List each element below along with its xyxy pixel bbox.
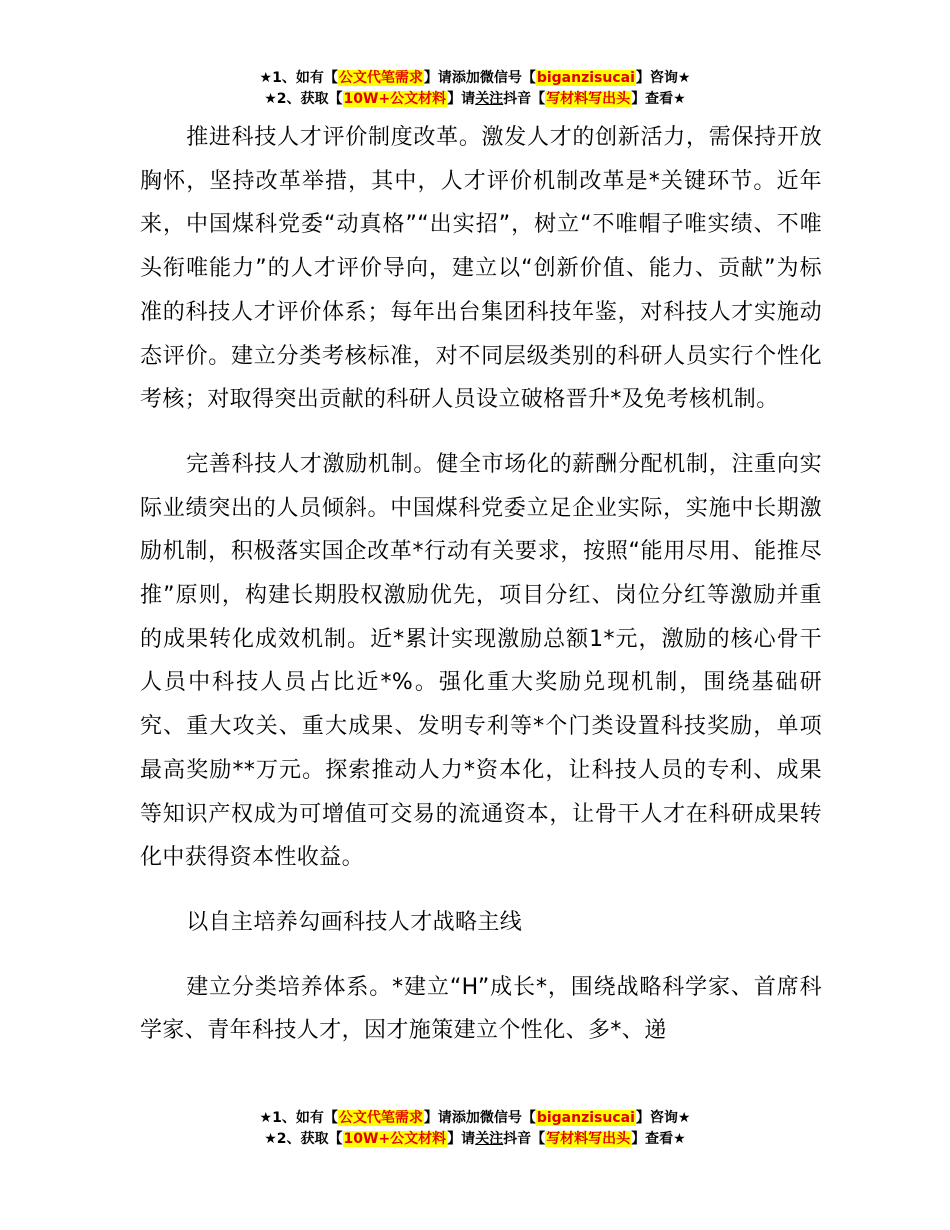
header-highlight-douyin-account: 写材料写出头 <box>546 91 631 107</box>
footer-highlight-wechat-id: biganzisucai <box>536 1110 635 1126</box>
footer-line-2-prefix: ★2、获取【 <box>264 1131 343 1147</box>
footer-line-1-mid: 】请添加微信号【 <box>423 1110 536 1126</box>
footer-underlined-follow: 关注 <box>475 1131 504 1147</box>
header-line-2 <box>0 89 950 110</box>
paragraph-talent-incentive-mechanism: 完善科技人才激励机制。健全市场化的薪酬分配机制，注重向实际业绩突出的人员倾斜。中国煤科党委立足企业实际，实施中长期激励机制，积极落实国企改革*行动有关要求，按照“能用尽用、能推尽推”原则，构建长期股权激励优先，项目分红、岗位分红等激励并重的成果转化成效机制。近*累计实现激励总额1*元，激励的核心骨干人员中科技人员占比近*%。强化重大奖励兑现机制，围绕基础研究、重大攻关、重大成果、发明专利等*个门类设置科技奖励，单项最高奖励**万元。探索推动人力*资本化，让科技人员的专利、成果等知识产权成为可增值可交易的流通资本，让骨干人才在科研成果转化中获得资本性收益。 <box>140 451 822 871</box>
footer-line-2 <box>0 1129 950 1150</box>
footer-line-2-mid-2: 抖音【 <box>503 1131 546 1147</box>
header-line-1-mid: 】请添加微信号【 <box>423 70 536 86</box>
header-line-1-suffix: 】咨询★ <box>635 70 691 86</box>
footer-line-1-suffix: 】咨询★ <box>635 1110 691 1126</box>
header-line-2-mid-1: 】请 <box>447 91 476 107</box>
header-line-2-prefix: ★2、获取【 <box>264 91 343 107</box>
footer-line-2-mid-1: 】请 <box>447 1131 476 1147</box>
document-body <box>140 116 822 1053</box>
section-heading-independent-cultivation: 以自主培养勾画科技人才战略主线 <box>186 909 523 935</box>
header-highlight-materials: 10W+公文材料 <box>343 91 447 107</box>
header-line-2-suffix: 】查看★ <box>631 91 686 107</box>
header-line-1 <box>0 68 950 89</box>
footer-line-1-prefix: ★1、如有【 <box>259 1110 338 1126</box>
footer-line-2-suffix: 】查看★ <box>631 1131 686 1147</box>
paragraph-classified-training-system: 建立分类培养体系。*建立“H”成长*，围绕战略科学家、首席科学家、青年科技人才，因才施策建立个性化、多*、递 <box>140 974 822 1044</box>
header-highlight-writing-service: 公文代笔需求 <box>338 70 423 86</box>
header-highlight-wechat-id: biganzisucai <box>536 70 635 86</box>
footer-highlight-writing-service: 公文代笔需求 <box>338 1110 423 1126</box>
header-line-2-mid-2: 抖音【 <box>503 91 546 107</box>
header-underlined-follow: 关注 <box>475 91 504 107</box>
footer-highlight-douyin-account: 写材料写出头 <box>546 1131 631 1147</box>
header-line-1-prefix: ★1、如有【 <box>259 70 338 86</box>
footer-line-1 <box>0 1108 950 1129</box>
footer-banner <box>0 1108 950 1150</box>
header-banner <box>0 68 950 110</box>
footer-highlight-materials: 10W+公文材料 <box>343 1131 447 1147</box>
paragraph-talent-evaluation-reform: 推进科技人才评价制度改革。激发人才的创新活力，需保持开放胸怀，坚持改革举措，其中，人才评价机制改革是*关键环节。近年来，中国煤科党委“动真格”“出实招”，树立“不唯帽子唯实绩、不唯头衔唯能力”的人才评价导向，建立以“创新价值、能力、贡献”为标准的科技人才评价体系；每年出台集团科技年鉴，对科技人才实施动态评价。建立分类考核标准，对不同层级类别的科研人员实行个性化考核；对取得突出贡献的科研人员设立破格晋升*及免考核机制。 <box>140 125 822 413</box>
